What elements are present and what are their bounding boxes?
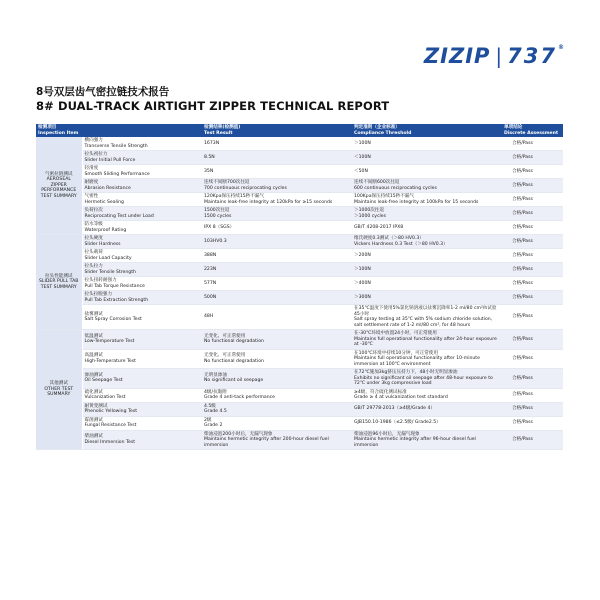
item-secondary: Slider Load Capacity — [84, 255, 132, 261]
result-cell — [202, 249, 352, 263]
item-cell — [82, 165, 202, 179]
item-secondary: Slider Initial Pull Force — [84, 157, 136, 163]
item-cell — [82, 369, 202, 389]
table-row — [36, 179, 563, 193]
threshold-primary: ＞200N — [354, 252, 371, 258]
threshold-primary: ＞100N — [354, 266, 371, 272]
table-row — [36, 349, 563, 369]
assessment-cell — [502, 263, 563, 277]
assessment-primary: 合格/Pass — [512, 356, 533, 361]
item-primary: 拉头拉力 — [84, 264, 103, 269]
assessment-primary: 合格/Pass — [512, 294, 533, 300]
item-cell — [82, 221, 202, 235]
result-cell — [202, 235, 352, 249]
item-primary: 拉头硬度 — [84, 236, 103, 241]
result-primary: 1500次往返 — [204, 208, 230, 213]
threshold-secondary: Vickers Hardness 0.3 Test（＞80 HV0.3） — [354, 241, 448, 247]
item-secondary: High-Temperature Test — [84, 358, 136, 364]
table-row — [36, 388, 563, 402]
threshold-primary: ＞400N — [354, 280, 371, 286]
result-primary: 无明显渗油 — [204, 372, 227, 378]
threshold-primary: GB/T 29778-2013（≥4级/Grade 4） — [354, 406, 435, 412]
table-row — [36, 151, 563, 165]
threshold-cell — [352, 207, 502, 221]
result-primary: 223N — [204, 266, 217, 272]
item-cell — [82, 249, 202, 263]
result-secondary: 700 continuous reciprocating cycles — [204, 185, 287, 191]
item-secondary: Oil Seepage Test — [84, 378, 123, 384]
item-cell — [82, 277, 202, 291]
threshold-cell — [352, 193, 502, 207]
category-en: SLIDER PULL TAB TEST SUMMARY — [39, 279, 79, 290]
category-cn: 气密拉链测试 — [44, 171, 73, 177]
assessment-cell — [502, 291, 563, 305]
result-primary: IPX 8（SGS） — [204, 224, 235, 230]
threshold-cell — [352, 151, 502, 165]
threshold-secondary: Maintains full operational functionality after 24-hour exposure at -30℃ — [354, 336, 497, 347]
table-row — [36, 330, 563, 350]
item-primary: 渗油测试 — [84, 372, 103, 378]
category-en: AEROSEAL ZIPPER PERFORMANCE TEST SUMMARY — [40, 177, 77, 199]
table-row — [36, 430, 563, 450]
result-cell — [202, 151, 352, 165]
result-cell — [202, 179, 352, 193]
threshold-cell — [352, 388, 502, 402]
item-cell — [82, 151, 202, 165]
table-row — [36, 305, 563, 330]
item-primary: 防水等级 — [84, 222, 103, 227]
item-secondary: Smooth Sliding Performance — [84, 171, 150, 177]
category-cell — [36, 235, 82, 330]
result-cell — [202, 402, 352, 416]
result-cell — [202, 330, 352, 350]
threshold-secondary: Maintains leak-free integrity at 100kPa for 15 seconds — [354, 199, 479, 205]
threshold-primary: GB/T 4208-2017 IPX8 — [354, 224, 404, 230]
assessment-primary: 合格/Pass — [512, 375, 533, 381]
header-discrete-assessment: 单项结论 Discrete Assessment — [502, 124, 563, 137]
item-cell — [82, 179, 202, 193]
threshold-cell — [352, 430, 502, 450]
item-secondary: Fungal Resistance Test — [84, 423, 137, 428]
result-cell — [202, 388, 352, 402]
item-primary: 耐黄变测试 — [84, 403, 108, 409]
technical-report-table — [36, 124, 563, 450]
table-row — [36, 193, 563, 207]
category-cn: 拉头性能测试 — [44, 273, 73, 279]
table-row — [36, 416, 563, 430]
logo-number: 737 — [507, 44, 557, 68]
table-row — [36, 277, 563, 291]
assessment-primary: 合格/Pass — [512, 224, 533, 230]
threshold-primary: ≥4级，符合硫化测试标准 — [354, 389, 407, 395]
assessment-primary: 合格/Pass — [512, 252, 533, 258]
threshold-cell — [352, 263, 502, 277]
threshold-secondary: 600 continuous reciprocating cycles — [354, 185, 437, 191]
threshold-primary: 柴油浸泡96小时后，无漏气现象 — [354, 431, 420, 437]
item-cell — [82, 416, 202, 430]
threshold-primary: 维氏硬度0.3测试（＞80 HV0.3） — [354, 236, 424, 241]
item-primary: 拉头载荷 — [84, 250, 103, 255]
threshold-secondary: ＞1000 cycles — [354, 213, 387, 219]
item-cell — [82, 137, 202, 151]
item-secondary: Waterproof Rating — [84, 227, 127, 233]
threshold-primary: ＞300N — [354, 294, 371, 300]
assessment-primary: 合格/Pass — [512, 182, 533, 188]
category-en: OTHER TEST SUMMARY — [44, 386, 74, 398]
threshold-cell — [352, 330, 502, 350]
threshold-cell — [352, 277, 502, 291]
assessment-cell — [502, 402, 563, 416]
header-test-result: 检测结果(检测值) Test Result — [202, 124, 352, 137]
result-primary: 48H — [204, 314, 214, 320]
item-secondary: Reciprocating Test under Load — [84, 213, 154, 219]
result-cell — [202, 305, 352, 330]
item-primary: 低温测试 — [84, 333, 103, 339]
assessment-primary: 合格/Pass — [512, 140, 533, 146]
assessment-cell — [502, 151, 563, 165]
result-cell — [202, 263, 352, 277]
threshold-primary: ＞1000次往返 — [354, 208, 385, 213]
item-primary: 柴油测试 — [84, 434, 103, 440]
threshold-primary: ＜100N — [354, 154, 371, 160]
assessment-cell — [502, 330, 563, 350]
category-cell — [36, 330, 82, 450]
result-secondary: Grade 4 anti-tack performance — [204, 395, 275, 400]
result-primary: 无变化、可正常使用 — [204, 353, 246, 359]
result-cell — [202, 369, 352, 389]
result-secondary: No functional degradation — [204, 358, 264, 364]
header-compliance-threshold: 判定准则（企业标准） Compliance Threshold — [352, 124, 502, 137]
result-cell — [202, 193, 352, 207]
item-cell — [82, 430, 202, 450]
table-row — [36, 165, 563, 179]
item-primary: 拉头扭转耐强力 — [84, 278, 117, 283]
item-cell — [82, 263, 202, 277]
assessment-primary: 合格/Pass — [512, 266, 533, 272]
item-secondary: Hermetic Sealing — [84, 199, 124, 205]
result-cell — [202, 430, 352, 450]
result-secondary: 1500 cycles — [204, 213, 232, 219]
threshold-cell — [352, 137, 502, 151]
result-secondary: Maintains hermetic integrity after 200-hour diesel fuel immersion — [204, 437, 329, 448]
table-row — [36, 291, 563, 305]
table-row — [36, 137, 563, 151]
assessment-cell — [502, 416, 563, 430]
assessment-cell — [502, 369, 563, 389]
assessment-cell — [502, 277, 563, 291]
threshold-secondary: Maintains hermetic integrity after 96-hour diesel fuel immersion — [354, 437, 476, 448]
item-cell — [82, 330, 202, 350]
threshold-cell — [352, 402, 502, 416]
threshold-cell — [352, 305, 502, 330]
result-secondary: No significant oil seepage — [204, 378, 264, 384]
result-primary: 无变化、可正常使用 — [204, 333, 246, 339]
item-secondary: Low-Temperature Test — [84, 339, 135, 345]
item-cell — [82, 388, 202, 402]
result-primary: 577N — [204, 280, 217, 286]
brand-logo — [424, 44, 564, 68]
threshold-cell — [352, 235, 502, 249]
item-primary: 硫化测试 — [84, 389, 103, 395]
item-primary: 气密性 — [84, 194, 99, 199]
result-cell — [202, 416, 352, 430]
result-primary: 4级/抗黏附 — [204, 389, 227, 395]
logo-brand: ZIZIP — [423, 44, 491, 68]
threshold-cell — [352, 416, 502, 430]
threshold-secondary: Grade ≥ 4 at vulcanization test standard — [354, 395, 448, 400]
result-cell — [202, 291, 352, 305]
result-cell — [202, 207, 352, 221]
result-cell — [202, 349, 352, 369]
item-cell — [82, 193, 202, 207]
table-row — [36, 369, 563, 389]
assessment-primary: 合格/Pass — [512, 168, 533, 174]
threshold-cell — [352, 165, 502, 179]
result-secondary: Grade 2 — [204, 423, 223, 428]
category-cn: 其他测试 — [49, 381, 68, 387]
table-row — [36, 207, 563, 221]
threshold-primary: 连续不间断600次往返 — [354, 180, 400, 185]
item-primary: 拉头拉脱强力 — [84, 292, 113, 297]
assessment-primary: 合格/Pass — [512, 336, 533, 342]
threshold-cell — [352, 179, 502, 193]
result-cell — [202, 165, 352, 179]
item-cell — [82, 207, 202, 221]
result-primary: 388N — [204, 252, 217, 258]
result-primary: 4.5级 — [204, 403, 216, 409]
result-secondary: No functional degradation — [204, 339, 264, 345]
assessment-cell — [502, 349, 563, 369]
item-primary: 拉头初拉力 — [84, 152, 108, 157]
item-primary: 高温测试 — [84, 353, 103, 359]
assessment-cell — [502, 193, 563, 207]
item-secondary: Vulcanization Test — [84, 395, 126, 400]
assessment-primary: 合格/Pass — [512, 420, 533, 426]
logo-registered-mark: ® — [558, 44, 564, 51]
threshold-primary: GJB150.10-1986（≤2.5级/ Grade2.5） — [354, 420, 441, 426]
item-primary: 耐磨度 — [84, 180, 99, 185]
item-primary: 霉菌测试 — [84, 417, 103, 423]
item-secondary: Diesel Immersion Test — [84, 439, 136, 445]
threshold-primary: 在35℃温度下使用5%氯化钠溶液以盐雾沉降率1-2 ml/80 cm²/h试验45小时 — [354, 306, 497, 317]
table-row — [36, 235, 563, 249]
result-cell — [202, 277, 352, 291]
threshold-primary: 在-30℃环境中放置24小时，可正常使用 — [354, 331, 437, 336]
item-cell — [82, 291, 202, 305]
threshold-cell — [352, 349, 502, 369]
threshold-secondary: Exhibits no significant oil seepage after 48-hour exposure to 72℃ under 3kg compressive load — [354, 375, 493, 386]
logo-separator: | — [495, 44, 503, 68]
threshold-secondary: Maintains full operational functionality after 10-minute immersion at 100℃ environment — [354, 356, 480, 367]
assessment-cell — [502, 430, 563, 450]
assessment-primary: 合格/Pass — [512, 238, 533, 244]
item-secondary: Slider Hardness — [84, 241, 121, 247]
table-row — [36, 221, 563, 235]
report-title-en: 8# DUAL-TRACK AIRTIGHT ZIPPER TECHNICAL REPORT — [36, 99, 390, 113]
assessment-cell — [502, 221, 563, 235]
assessment-primary: 合格/Pass — [512, 154, 533, 160]
item-cell — [82, 235, 202, 249]
item-primary: 盐雾测试 — [84, 311, 103, 317]
table-row — [36, 249, 563, 263]
item-secondary: Pull Tab Torque Resistance — [84, 283, 145, 289]
item-cell — [82, 305, 202, 330]
result-primary: 2级 — [204, 417, 212, 423]
item-secondary: Salt Spray Corrosion Test — [84, 317, 142, 322]
assessment-primary: 合格/Pass — [512, 392, 533, 398]
threshold-primary: 在100℃环境中持续10分钟，可正常使用 — [354, 350, 439, 356]
threshold-primary: 在72℃施加3kg挤压压持力下，48小时无明显渗油 — [354, 370, 458, 375]
result-cell — [202, 137, 352, 151]
item-secondary: Slider Tensile Strength — [84, 269, 136, 275]
threshold-cell — [352, 249, 502, 263]
result-primary: 103HV0.3 — [204, 238, 227, 244]
item-secondary: Abrasion Resistance — [84, 185, 131, 191]
result-primary: 35N — [204, 168, 214, 174]
result-secondary: Grade 4.5 — [204, 409, 227, 414]
result-primary: 500N — [204, 294, 217, 300]
item-cell — [82, 402, 202, 416]
item-primary: 轻滑度 — [84, 166, 99, 171]
result-primary: 120Kpa保压持续15秒不漏气 — [204, 194, 265, 199]
assessment-cell — [502, 305, 563, 330]
assessment-cell — [502, 235, 563, 249]
assessment-cell — [502, 207, 563, 221]
table-body — [36, 137, 563, 450]
threshold-cell — [352, 291, 502, 305]
table-row — [36, 263, 563, 277]
assessment-primary: 合格/Pass — [512, 406, 533, 412]
assessment-primary: 合格/Pass — [512, 280, 533, 286]
item-secondary: Pull Tab Extraction Strength — [84, 297, 149, 303]
report-title-cn: 8号双层齿气密拉链技术报告 — [36, 86, 170, 98]
result-primary: 1673N — [204, 140, 220, 146]
threshold-secondary: Salt spray testing at 35℃ with 5% sodium chloride solution, salt settlement rate of 1-2 ml/80 cm², for 48 hours — [354, 317, 493, 328]
result-secondary: Maintains leak-free integrity at 120kPa for ≥15 seconds — [204, 199, 333, 205]
result-primary: 连续不间断700次往返 — [204, 180, 250, 185]
assessment-primary: 合格/Pass — [512, 210, 533, 216]
assessment-cell — [502, 137, 563, 151]
threshold-cell — [352, 221, 502, 235]
threshold-cell — [352, 369, 502, 389]
assessment-cell — [502, 179, 563, 193]
item-cell — [82, 349, 202, 369]
header-inspection-item: 检测项目 Inspection Item — [36, 124, 202, 137]
assessment-primary: 合格/Pass — [512, 196, 533, 202]
item-primary: 横向强力 — [84, 138, 103, 143]
assessment-primary: 合格/Pass — [512, 437, 533, 442]
assessment-cell — [502, 165, 563, 179]
assessment-cell — [502, 388, 563, 402]
result-primary: 柴油浸泡200小时后，无漏气现象 — [204, 431, 273, 437]
item-secondary: Transverse Tensile Strength — [84, 143, 148, 149]
assessment-cell — [502, 249, 563, 263]
threshold-primary: 100Kpa保压持续15秒不漏气 — [354, 194, 415, 199]
category-cell — [36, 137, 82, 235]
threshold-primary: ＞100N — [354, 140, 371, 146]
item-primary: 负荷拉次 — [84, 208, 103, 213]
result-primary: 8.5N — [204, 154, 215, 160]
table-row — [36, 402, 563, 416]
item-secondary: Phenolic Yellowing Test — [84, 409, 138, 414]
result-cell — [202, 221, 352, 235]
threshold-primary: ＜50N — [354, 168, 368, 174]
table-header-row — [36, 124, 563, 137]
assessment-primary: 合格/Pass — [512, 314, 533, 320]
